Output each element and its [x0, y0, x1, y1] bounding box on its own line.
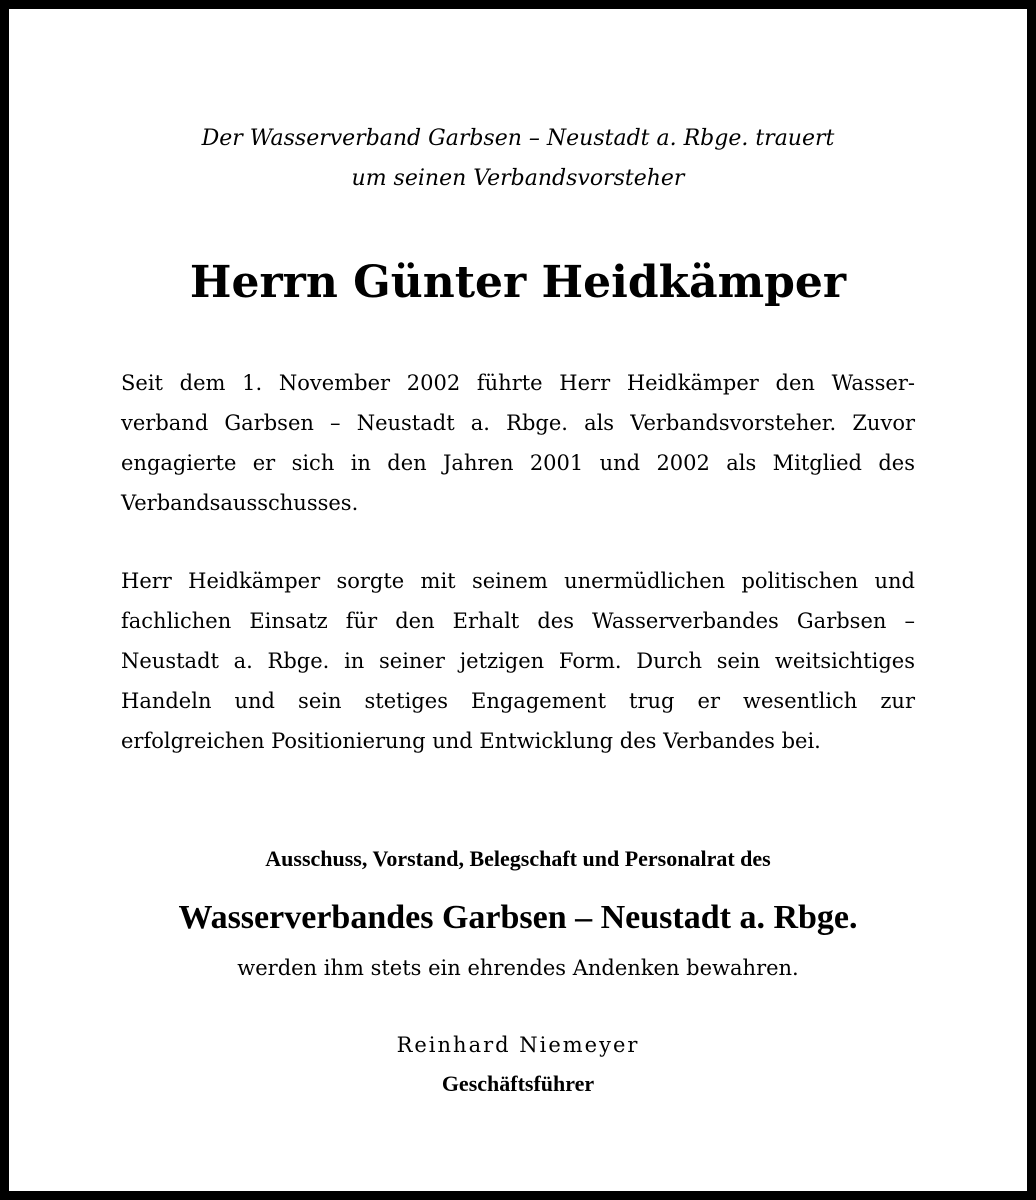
paragraph-line: fachlichen Einsatz für den Erhalt des Wasserverbandes Garbsen – [121, 609, 915, 633]
paragraph-line: erfolgreichen Positionierung und Entwicklung des Verbandes bei. [121, 729, 821, 753]
signatory-name: Reinhard Niemeyer [396, 1033, 640, 1057]
deceased-name: Herrn Günter Heidkämper [189, 257, 847, 308]
paragraph-line: Neustadt a. Rbge. in seiner jetzigen Form. Durch sein weitsichtiges [121, 649, 915, 673]
signatory-title: Geschäftsführer [441, 1071, 595, 1096]
mourners-line: Ausschuss, Vorstand, Belegschaft und Personalrat des [265, 846, 771, 871]
paragraph-tribute [121, 561, 915, 761]
organization-name: Wasserverbandes Garbsen – Neustadt a. Rbge. [178, 899, 858, 936]
paragraph-career [121, 363, 915, 523]
closing-line: werden ihm stets ein ehrendes Andenken bewahren. [237, 956, 799, 980]
paragraph-line: Seit dem 1. November 2002 führte Herr Heidkämper den Wasser- [121, 371, 915, 395]
paragraph-line: verband Garbsen – Neustadt a. Rbge. als Verbandsvorsteher. Zuvor [121, 411, 915, 435]
paragraph-line: Verbandsausschusses. [121, 491, 359, 515]
intro-line: Der Wasserverband Garbsen – Neustadt a. Rbge. trauert [201, 126, 835, 151]
paragraph-line: Handeln und sein stetiges Engagement trug er wesentlich zur [121, 689, 915, 713]
intro-line: um seinen Verbandsvorsteher [351, 166, 685, 191]
paragraph-line: engagierte er sich in den Jahren 2001 und 2002 als Mitglied des [121, 451, 915, 475]
paragraph-line: Herr Heidkämper sorgte mit seinem unermüdlichen politischen und [121, 569, 915, 593]
